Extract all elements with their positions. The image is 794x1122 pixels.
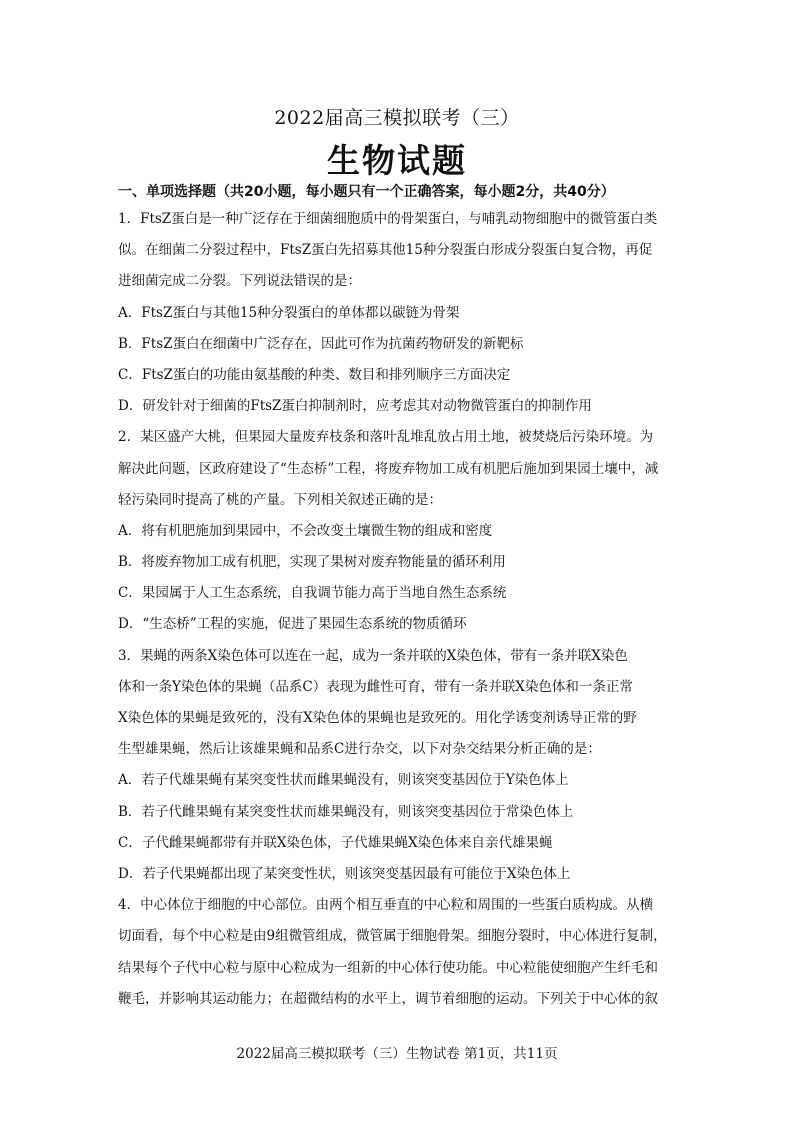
question-2-option-a: A．将有机肥施加到果园中，不会改变土壤微生物的组成和密度	[118, 522, 493, 539]
question-3-stem-line: 生型雄果蝇，然后让该雄果蝇和品系C进行杂交，以下对杂交结果分析正确的是：	[118, 741, 601, 758]
question-3-stem-line: 体和一条Y染色体的果蝇（品系C）表现为雌性可育，带有一条并联X染色体和一条正常	[118, 678, 633, 695]
question-3-stem-line: 3．果蝇的两条X染色体可以连在一起，成为一条并联的X染色体，带有一条并联X染色	[118, 647, 628, 664]
question-1-option-d: D．研发针对于细菌的FtsZ蛋白抑制剂时，应考虑其对动物微管蛋白的抑制作用	[118, 398, 592, 415]
question-body	[118, 204, 678, 1015]
question-2-option-d: D．“生态桥”工程的实施，促进了果园生态系统的物质循环	[118, 616, 467, 633]
question-4-stem-line: 结果每个子代中心粒与原中心粒成为一组新的中心体行使功能。中心粒能使细胞产生纤毛和	[118, 959, 658, 976]
question-2-stem-line: 2．某区盛产大桃，但果园大量废弃枝条和落叶乱堆乱放占用土地，被焚烧后污染环境。为	[118, 429, 654, 446]
question-2-option-b: B．将废弃物加工成有机肥，实现了果树对废弃物能量的循环利用	[118, 554, 506, 571]
question-3-option-a: A．若子代雄果蝇有某突变性状而雌果蝇没有，则该突变基因位于Y染色体上	[118, 772, 569, 789]
question-1-option-b: B．FtsZ蛋白在细菌中广泛存在，因此可作为抗菌药物研发的新靶标	[118, 335, 524, 352]
question-1-stem-line: 1．FtsZ蛋白是一种广泛存在于细菌细胞质中的骨架蛋白，与哺乳动物细胞中的微管蛋白类	[118, 211, 658, 227]
question-2-stem-line: 轻污染同时提高了桃的产量。下列相关叙述正确的是：	[118, 491, 442, 508]
question-2-option-c: C．果园属于人工生态系统，自我调节能力高于当地自然生态系统	[118, 585, 507, 602]
question-3-stem-line: X染色体的果蝇是致死的，没有X染色体的果蝇也是致死的。用化学诱变剂诱导正常的野	[118, 710, 637, 726]
question-1-option-a: A．FtsZ蛋白与其他15种分裂蛋白的单体都以碳链为骨架	[118, 304, 460, 321]
exam-title: 2022届高三模拟联考（三）	[274, 107, 520, 129]
section-heading: 一、单项选择题（共20小题，每小题只有一个正确答案，每小题2分，共40分）	[118, 184, 615, 200]
subject-title: 生物试题	[327, 141, 467, 180]
question-3-option-d: D．若子代果蝇都出现了某突变性状，则该突变基因最有可能位于X染色体上	[118, 865, 571, 882]
question-1-option-c: C．FtsZ蛋白的功能由氨基酸的种类、数目和排列顺序三方面决定	[118, 366, 511, 383]
page-footer: 2022届高三模拟联考（三）生物试卷 第1页，共11页	[236, 1046, 558, 1062]
question-4-stem-line: 4．中心体位于细胞的中心部位。由两个相互垂直的中心粒和周围的一些蛋白质构成。从横	[118, 897, 654, 914]
question-2-stem-line: 解决此问题，区政府建设了“生态桥”工程，将废弃物加工成有机肥后施加到果园土壤中，减	[118, 460, 659, 477]
question-4-stem-line: 切面看，每个中心粒是由9组微管组成，微管属于细胞骨架。细胞分裂时，中心体进行复制，	[118, 928, 667, 945]
question-1-stem-line: 似。在细菌二分裂过程中，FtsZ蛋白先招募其他15种分裂蛋白形成分裂蛋白复合物，再促	[118, 242, 653, 259]
question-3-option-b: B．若子代雌果蝇有某突变性状而雄果蝇没有，则该突变基因位于常染色体上	[118, 803, 574, 820]
question-1-stem-line: 进细菌完成二分裂。下列说法错误的是：	[118, 273, 361, 290]
question-4-stem-line: 鞭毛，并影响其运动能力；在超微结构的水平上，调节着细胞的运动。下列关于中心体的叙	[118, 990, 658, 1007]
question-3-option-c: C．子代雌果蝇都带有并联X染色体，子代雄果蝇X染色体来自亲代雄果蝇	[118, 834, 553, 851]
